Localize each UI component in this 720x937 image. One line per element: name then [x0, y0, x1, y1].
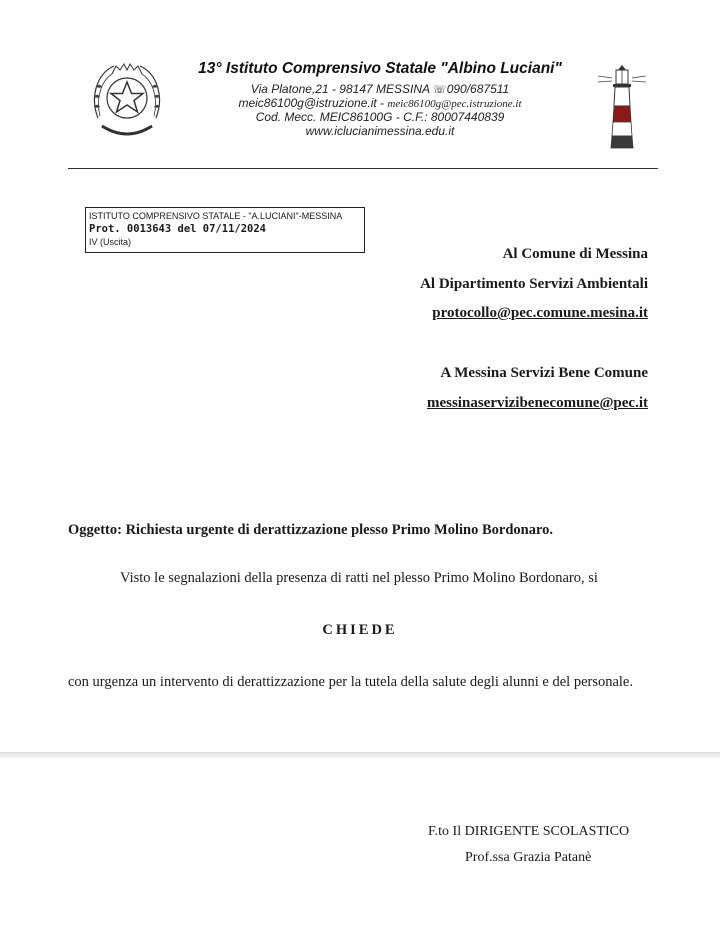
signature-name: Prof.ssa Grazia Patanè: [465, 850, 592, 865]
recipient-municipality: Al Comune di Messina: [502, 246, 648, 262]
page-fold-line: [0, 752, 720, 758]
letter-paragraph-1: Visto le segnalazioni della presenza di ratti nel plesso Primo Molino Bordonaro, si: [120, 570, 598, 586]
letter-paragraph-2: con urgenza un intervento di derattizzazione per la tutela della salute degli alunni e del personale.: [68, 674, 633, 690]
header-divider: [68, 168, 658, 169]
school-address-line: [150, 82, 610, 97]
recipient-messina-servizi-pec[interactable]: messinaservizibenecomune@pec.it: [426, 395, 648, 411]
school-address: Via Platone,21 - 98147 MESSINA: [250, 82, 430, 96]
school-name: 13° Istituto Comprensivo Statale "Albino Luciani": [198, 60, 562, 77]
protocol-number: Prot. 0013643 del 07/11/2024: [89, 223, 267, 235]
signature-role: F.to Il DIRIGENTE SCOLASTICO: [428, 824, 630, 839]
school-phone: 090/687511: [446, 82, 510, 96]
school-pec[interactable]: meic86100g@pec.istruzione.it: [387, 98, 522, 110]
protocol-direction: IV (Uscita): [89, 237, 132, 247]
recipient-messina-servizi: A Messina Servizi Bene Comune: [440, 365, 648, 381]
school-codes: Cod. Mecc. MEIC86100G - C.F.: 80007440839: [255, 110, 505, 124]
school-email-line: [150, 96, 610, 111]
school-email[interactable]: meic86100g@istruzione.it: [238, 96, 377, 110]
protocol-institute: ISTITUTO COMPRENSIVO STATALE - "A.LUCIANI"-MESSINA: [89, 211, 343, 221]
email-separator: -: [376, 96, 388, 110]
lighthouse-icon: [596, 62, 648, 152]
protocol-stamp: [85, 207, 365, 253]
letter-request-heading: CHIEDE: [322, 622, 398, 638]
telephone-icon: ☏: [432, 84, 447, 96]
school-website[interactable]: www.iclucianimessina.edu.it: [305, 124, 455, 138]
recipient-department: Al Dipartimento Servizi Ambientali: [420, 276, 648, 292]
recipient-department-pec[interactable]: protocollo@pec.comune.mesina.it: [432, 305, 648, 321]
letter-subject: Oggetto: Richiesta urgente di derattizzazione plesso Primo Molino Bordonaro.: [68, 522, 554, 538]
